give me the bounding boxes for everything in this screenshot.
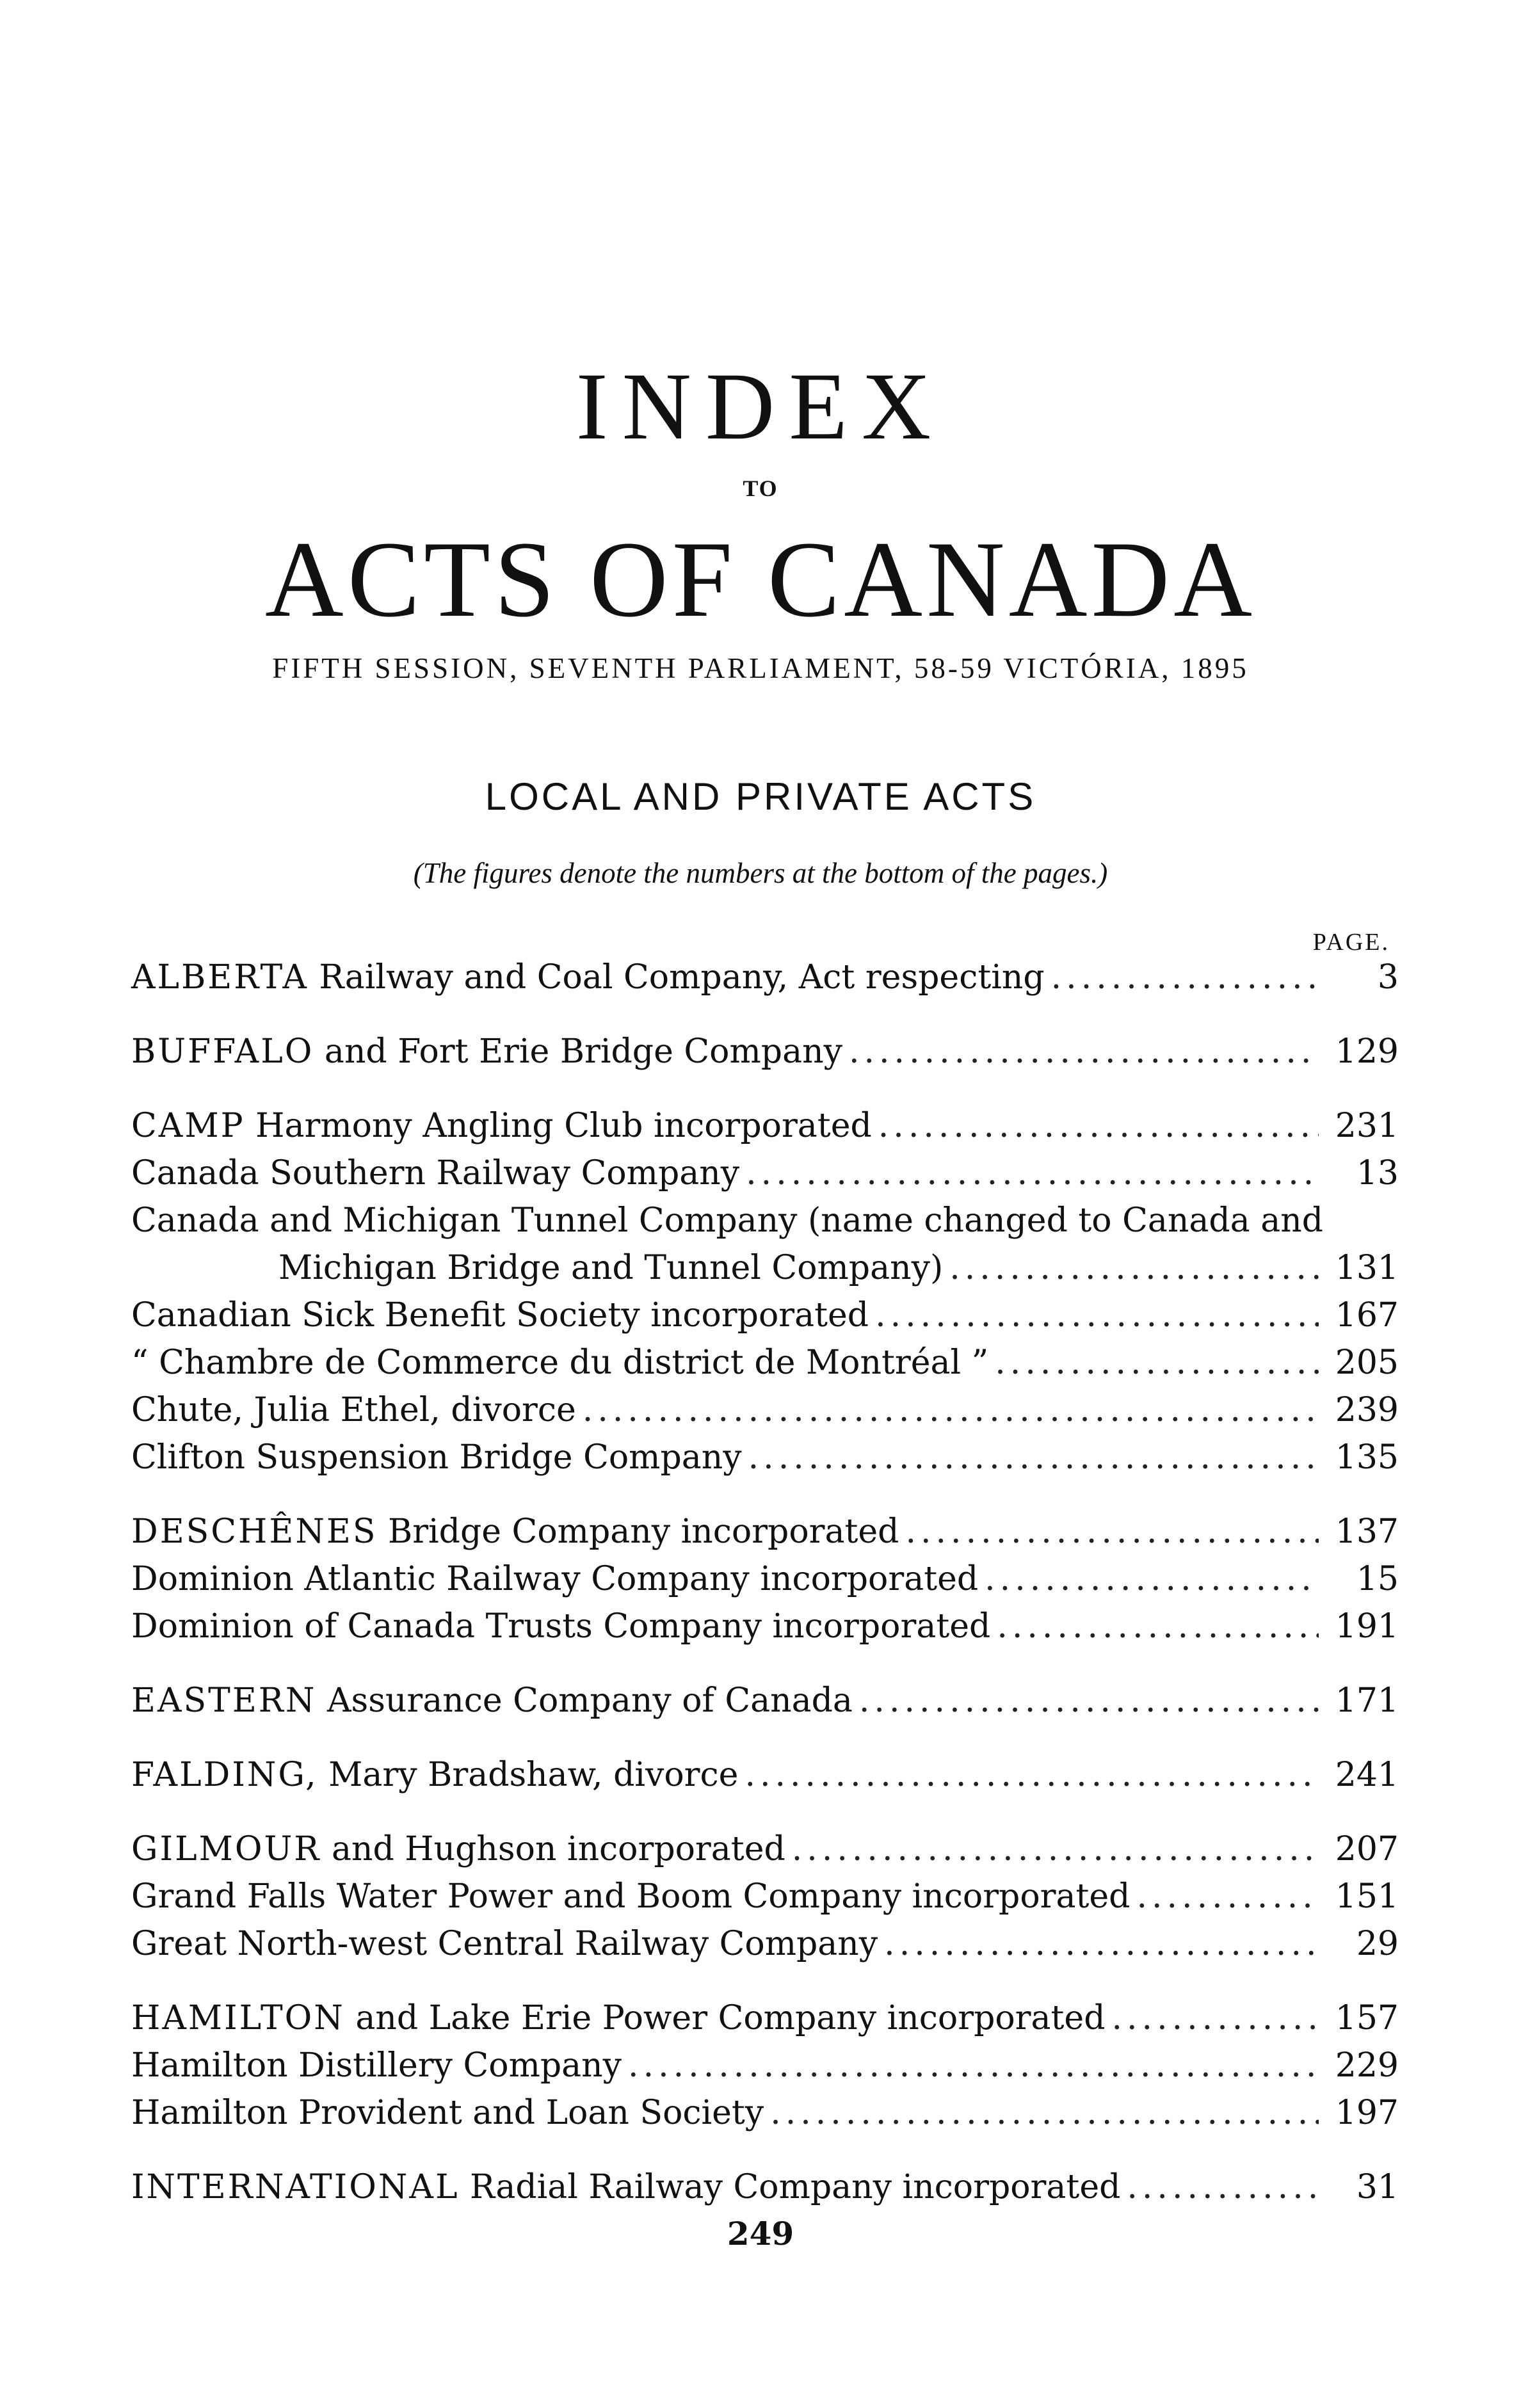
entry-lead-word: GILMOUR bbox=[131, 1830, 321, 1868]
dot-leader bbox=[770, 2089, 1319, 2137]
dot-leader bbox=[792, 1826, 1319, 1873]
entry-lead-word: EASTERN bbox=[131, 1682, 317, 1720]
entry-lead-word: BUFFALO bbox=[131, 1032, 314, 1071]
entry-page-number: 191 bbox=[1335, 1607, 1399, 1646]
entry-title: Assurance Company of Canada bbox=[316, 1682, 853, 1720]
entry-title: Dominion Atlantic Railway Company incorporated bbox=[131, 1560, 979, 1598]
entry-page-number: 129 bbox=[1335, 1032, 1399, 1071]
dot-leader bbox=[875, 1292, 1319, 1339]
dot-leader bbox=[1127, 2163, 1319, 2211]
entry-page-number: 29 bbox=[1356, 1925, 1399, 1963]
entry-text bbox=[131, 2089, 764, 2137]
entry-title: “ Chambre de Commerce du district de Montréal ” bbox=[131, 1344, 989, 1382]
section-heading: LOCAL AND PRIVATE ACTS bbox=[485, 775, 1036, 818]
index-entry bbox=[131, 1873, 1399, 1920]
index-entry bbox=[131, 954, 1399, 1001]
entry-title: Great North-west Central Railway Company bbox=[131, 1925, 878, 1963]
index-entry bbox=[131, 1677, 1399, 1724]
entry-title: Chute, Julia Ethel, divorce bbox=[131, 1391, 576, 1429]
entry-page-number: 157 bbox=[1335, 1999, 1399, 2037]
dot-leader bbox=[1136, 1873, 1319, 1920]
entry-text bbox=[131, 1339, 988, 1386]
dot-leader bbox=[985, 1555, 1319, 1603]
dot-leader bbox=[859, 1677, 1319, 1724]
entry-title: Canada Southern Railway Company bbox=[131, 1154, 740, 1192]
index-entry bbox=[131, 1339, 1399, 1386]
entry-text bbox=[131, 1677, 853, 1724]
dot-leader bbox=[905, 1508, 1319, 1555]
dot-leader bbox=[849, 1028, 1319, 1075]
dot-leader bbox=[949, 1244, 1319, 1292]
entry-title: and Hughson incorporated bbox=[321, 1830, 785, 1868]
entry-title: Hamilton Distillery Company bbox=[131, 2046, 622, 2085]
entry-title: Mary Bradshaw, divorce bbox=[318, 1756, 739, 1794]
index-entry bbox=[131, 1751, 1399, 1799]
dot-leader bbox=[997, 1603, 1319, 1650]
entry-title: Michigan Bridge and Tunnel Company) bbox=[278, 1249, 944, 1287]
entry-lead-word: INTERNATIONAL bbox=[131, 2168, 460, 2206]
index-entry bbox=[131, 1434, 1399, 1481]
dot-leader bbox=[746, 1150, 1319, 1197]
index-entry bbox=[131, 1920, 1399, 1968]
dot-leader bbox=[884, 1920, 1319, 1968]
page-note: (The figures denote the numbers at the bottom of the pages.) bbox=[413, 857, 1108, 889]
index-entry bbox=[131, 1028, 1399, 1075]
index-entry bbox=[131, 1292, 1399, 1339]
index-entry bbox=[131, 2163, 1399, 2211]
entry-title: Harmony Angling Club incorporated bbox=[245, 1107, 872, 1145]
index-entries bbox=[131, 954, 1399, 2211]
entry-page-number: 135 bbox=[1335, 1438, 1399, 1477]
dot-leader bbox=[583, 1386, 1319, 1434]
dot-leader bbox=[995, 1339, 1319, 1386]
index-entry bbox=[131, 1555, 1399, 1603]
entry-text bbox=[131, 1603, 990, 1650]
entry-text bbox=[131, 1434, 742, 1481]
entry-text bbox=[278, 1244, 943, 1292]
entry-lead-word: CAMP bbox=[131, 1107, 245, 1145]
entry-title: and Fort Erie Bridge Company bbox=[314, 1032, 842, 1071]
dot-leader bbox=[1051, 954, 1319, 1001]
entry-page-number: 151 bbox=[1335, 1877, 1399, 1916]
index-entry bbox=[131, 1386, 1399, 1434]
entry-text bbox=[131, 954, 1045, 1001]
entry-title: Grand Falls Water Power and Boom Company incorporated bbox=[131, 1877, 1131, 1916]
entry-lead-word: ALBERTA bbox=[131, 958, 309, 997]
page-column-label: PAGE. bbox=[1312, 929, 1390, 956]
entry-page-number: 3 bbox=[1377, 958, 1399, 997]
entry-text bbox=[131, 1386, 576, 1434]
entry-page-number: 229 bbox=[1335, 2046, 1399, 2085]
entry-page-number: 197 bbox=[1335, 2094, 1399, 2132]
dot-leader bbox=[748, 1434, 1319, 1481]
entry-lead-word: FALDING, bbox=[131, 1756, 318, 1794]
entry-text bbox=[131, 1995, 1106, 2042]
entry-page-number: 15 bbox=[1356, 1560, 1399, 1598]
acts-title: ACTS OF CANADA bbox=[264, 519, 1257, 639]
entry-text bbox=[131, 1028, 842, 1075]
entry-title: Hamilton Provident and Loan Society bbox=[131, 2094, 764, 2132]
entry-page-number: 167 bbox=[1335, 1296, 1399, 1335]
dot-leader bbox=[878, 1102, 1319, 1150]
entry-title: Bridge Company incorporated bbox=[377, 1513, 899, 1551]
entry-page-number: 231 bbox=[1335, 1107, 1399, 1145]
dot-leader bbox=[628, 2042, 1319, 2089]
entry-title: and Lake Erie Power Company incorporated bbox=[344, 1999, 1106, 2037]
entry-title: Railway and Coal Company, Act respecting bbox=[308, 958, 1045, 997]
dot-leader bbox=[744, 1751, 1319, 1799]
entry-title: Dominion of Canada Trusts Company incorporated bbox=[131, 1607, 991, 1646]
entry-text bbox=[131, 1102, 872, 1150]
entry-text bbox=[131, 1751, 738, 1799]
entry-text bbox=[131, 2042, 622, 2089]
index-entry bbox=[131, 1826, 1399, 1873]
entry-text bbox=[131, 1826, 785, 1873]
index-entry bbox=[131, 1244, 1399, 1292]
entry-page-number: 241 bbox=[1335, 1756, 1399, 1794]
index-entry bbox=[131, 1603, 1399, 1650]
index-entry bbox=[131, 1995, 1399, 2042]
entry-text bbox=[131, 2163, 1120, 2211]
index-entry bbox=[131, 2042, 1399, 2089]
entry-title: Clifton Suspension Bridge Company bbox=[131, 1438, 742, 1477]
session-line: FIFTH SESSION, SEVENTH PARLIAMENT, 58-59 VICTÓRIA, 1895 bbox=[272, 652, 1249, 684]
to-heading: TO bbox=[743, 476, 778, 501]
index-entry bbox=[131, 1197, 1399, 1244]
index-entry bbox=[131, 1508, 1399, 1555]
entry-page-number: 31 bbox=[1356, 2168, 1399, 2206]
entry-page-number: 205 bbox=[1335, 1344, 1399, 1382]
index-heading: INDEX bbox=[575, 353, 946, 460]
entry-page-number: 137 bbox=[1335, 1513, 1399, 1551]
entry-text bbox=[131, 1555, 978, 1603]
index-entry bbox=[131, 1102, 1399, 1150]
entry-text bbox=[131, 1873, 1130, 1920]
entry-lead-word: HAMILTON bbox=[131, 1999, 345, 2037]
entry-page-number: 131 bbox=[1335, 1249, 1399, 1287]
entry-page-number: 207 bbox=[1335, 1830, 1399, 1868]
entry-page-number: 239 bbox=[1335, 1391, 1399, 1429]
entry-title: Canadian Sick Benefit Society incorporated bbox=[131, 1296, 869, 1335]
entry-title: Radial Railway Company incorporated bbox=[459, 2168, 1121, 2206]
entry-text bbox=[131, 1150, 739, 1197]
page-number: 249 bbox=[727, 2215, 794, 2252]
entry-text bbox=[131, 1292, 869, 1339]
index-entry bbox=[131, 1150, 1399, 1197]
dot-leader bbox=[1112, 1995, 1319, 2042]
index-entry bbox=[131, 2089, 1399, 2137]
entry-text bbox=[131, 1508, 899, 1555]
entry-lead-word: DESCHÊNES bbox=[131, 1513, 378, 1551]
entry-text bbox=[131, 1197, 1399, 1244]
entry-text bbox=[131, 1920, 878, 1968]
entry-page-number: 171 bbox=[1335, 1682, 1399, 1720]
entry-page-number: 13 bbox=[1356, 1154, 1399, 1192]
entry-title: Canada and Michigan Tunnel Company (name changed to Canada and bbox=[131, 1201, 1323, 1240]
